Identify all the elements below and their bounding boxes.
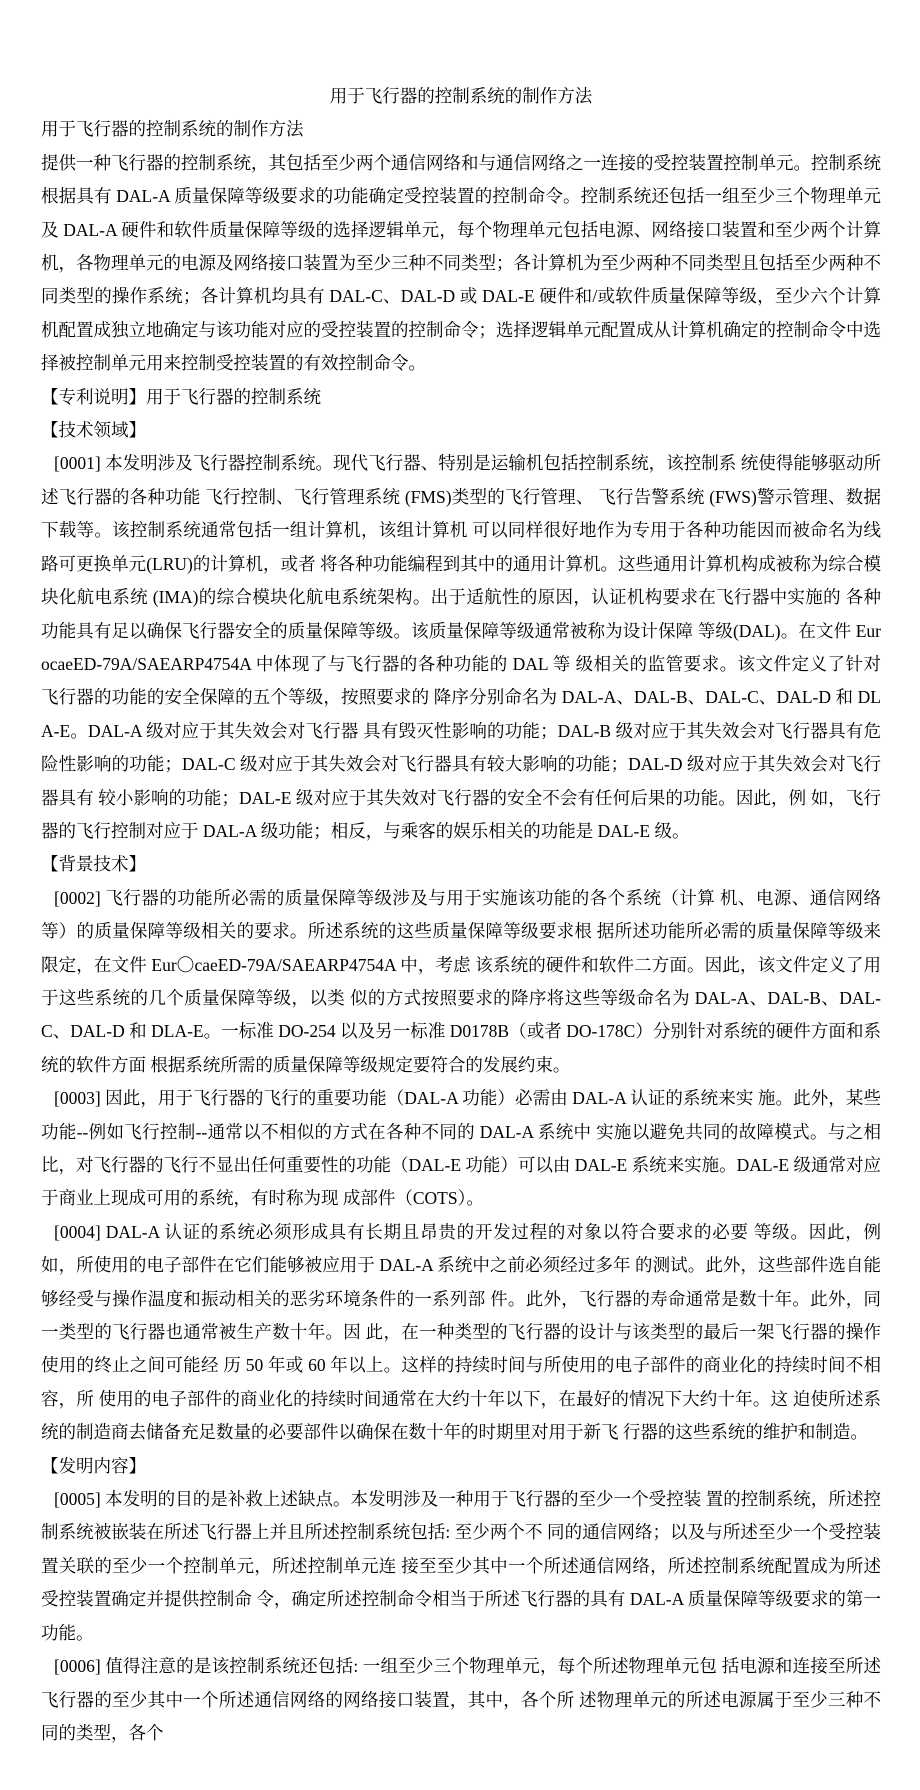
paragraph-0001: [0001] 本发明涉及飞行器控制系统。现代飞行器、特别是运输机包括控制系统，该控制系 统使得能够驱动所述飞行器的各种功能 飞行控制、飞行管理系统 (FMS)类型的飞行管理、 飞行告警系统 (FWS)警示管理、数据下载等。该控制系统通常包括一组计算机，该组计算机 可以同样很好地作为专用于各种功能因而被命名为线路可更换单元(LRU)的计算机，或者 将各种功能编程到其中的通用计算机。这些通用计算机构成被称为综合模块化航电系统 (IMA)的综合模块化航电系统架构。出于适航性的原因，认证机构要求在飞行器中实施的 各种功能具有足以确保飞行器安全的质量保障等级。该质量保障等级通常被称为设计保障 等级(DAL)。在文件 EurocaeED-79A/SAEARP4754A 中体现了与飞行器的各种功能的 DAL 等 级相关的监管要求。该文件定义了针对飞行器的功能的安全保障的五个等级，按照要求的 降序分别命名为 DAL-A、DAL-B、DAL-C、DAL-D 和 DLA-E。DAL-A 级对应于其失效会对飞行器 具有毁灭性影响的功能；DAL-B 级对应于其失效会对飞行器具有危险性影响的功能；DAL-C 级对应于其失效会对飞行器具有较大影响的功能；DAL-D 级对应于其失效会对飞行器具有 较小影响的功能；DAL-E 级对应于其失效对飞行器的安全不会有任何后果的功能。因此，例 如，飞行器的飞行控制对应于 DAL-A 级功能；相反，与乘客的娱乐相关的功能是 DAL-E 级。	[41, 453, 881, 841]
paragraph-0003: [0003] 因此，用于飞行器的飞行的重要功能（DAL-A 功能）必需由 DAL-A 认证的系统来实 施。此外，某些功能--例如飞行控制--通常以不相似的方式在各种不同的 DAL-A 系统中 实施以避免共同的故障模式。与之相比，对飞行器的飞行不显出任何重要性的功能（DAL-E 功能）可以由 DAL-E 系统来实施。DAL-E 级通常对应于商业上现成可用的系统，有时称为现 成部件（COTS）。	[41, 1088, 881, 1209]
paragraph-0006: [0006] 值得注意的是该控制系统还包括: 一组至少三个物理单元，每个所述物理单元包 括电源和连接至所述飞行器的至少其中一个所述通信网络的网络接口装置，其中，各个所 述物理单元的所述电源属于至少三种不同的类型，各个	[41, 1656, 881, 1743]
section-heading-patent-description: 【专利说明】用于飞行器的控制系统	[41, 386, 321, 407]
abstract-paragraph: 提供一种飞行器的控制系统，其包括至少两个通信网络和与通信网络之一连接的受控装置控制单元。控制系统根据具有 DAL-A 质量保障等级要求的功能确定受控装置的控制命令。控制系统还包括一组至少三个物理单元及 DAL-A 硬件和软件质量保障等级的选择逻辑单元，每个物理单元包括电源、网络接口装置和至少两个计算机，各物理单元的电源及网络接口装置为至少三种不同类型；各计算机为至少两种不同类型且包括至少两种不同类型的操作系统；各计算机均具有 DAL-C、DAL-D 或 DAL-E 硬件和/或软件质量保障等级，至少六个计算机配置成独立地确定与该功能对应的受控装置的控制命令；选择逻辑单元配置成从计算机确定的控制命令中选择被控制单元用来控制受控装置的有效控制命令。	[41, 152, 881, 374]
paragraph-0002: [0002] 飞行器的功能所必需的质量保障等级涉及与用于实施该功能的各个系统（计算 机、电源、通信网络等）的质量保障等级相关的要求。所述系统的这些质量保障等级要求根 据所述功能所必需的质量保障等级来限定，在文件 Eur〇caeED-79A/SAEARP4754A 中，考虑 该系统的硬件和软件二方面。因此，该文件定义了用于这些系统的几个质量保障等级，以类 似的方式按照要求的降序将这些等级命名为 DAL-A、DAL-B、DAL-C、DAL-D 和 DLA-E。一标准 DO-254 以及另一标准 D0178B（或者 DO-178C）分别针对系统的硬件方面和系统的软件方面 根据系统所需的质量保障等级规定要符合的发展约束。	[41, 887, 881, 1075]
document-title: 用于飞行器的控制系统的制作方法	[329, 86, 593, 106]
section-heading-technical-field: 【技术领域】	[41, 420, 146, 441]
document-subtitle: 用于飞行器的控制系统的制作方法	[41, 119, 304, 140]
section-heading-background: 【背景技术】	[41, 854, 146, 875]
paragraph-0005: [0005] 本发明的目的是补救上述缺点。本发明涉及一种用于飞行器的至少一个受控装 置的控制系统，所述控制系统被嵌装在所述飞行器上并且所述控制系统包括: 至少两个不 同的通信网络；以及与所述至少一个受控装置关联的至少一个控制单元，所述控制单元连 接至至少其中一个所述通信网络，所述控制系统配置成为所述受控装置确定并提供控制命 令，确定所述控制命令相当于所述飞行器的具有 DAL-A 质量保障等级要求的第一功能。	[41, 1489, 881, 1643]
section-heading-summary: 【发明内容】	[41, 1455, 146, 1476]
paragraph-0004: [0004] DAL-A 认证的系统必须形成具有长期且昂贵的开发过程的对象以符合要求的必要 等级。因此，例如，所使用的电子部件在它们能够被应用于 DAL-A 系统中之前必须经过多年 的测试。此外，这些部件选自能够经受与操作温度和振动相关的恶劣环境条件的一系列部 件。此外，飞行器的寿命通常是数十年。此外，同一类型的飞行器也通常被生产数十年。因 此，在一种类型的飞行器的设计与该类型的最后一架飞行器的操作使用的终止之间可能经 历 50 年或 60 年以上。这样的持续时间与所使用的电子部件的商业化的持续时间不相容，所 使用的电子部件的商业化的持续时间通常在大约十年以下，在最好的情况下大约十年。这 迫使所述系统的制造商去储备充足数量的必要部件以确保在数十年的时期里对用于新飞 行器的这些系统的维护和制造。	[41, 1221, 881, 1443]
